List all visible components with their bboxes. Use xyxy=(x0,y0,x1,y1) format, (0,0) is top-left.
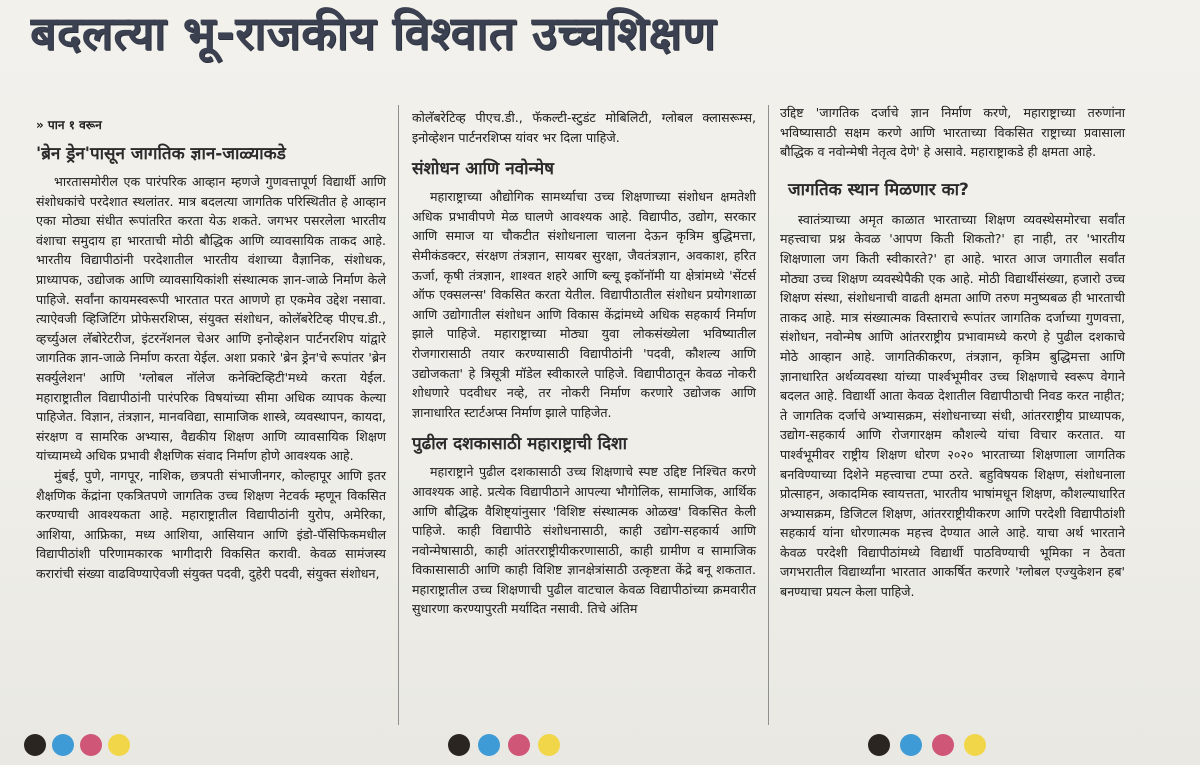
column-1 xyxy=(36,114,386,583)
column-3 xyxy=(780,103,1125,602)
column-2 xyxy=(412,108,756,619)
registration-dot-black xyxy=(448,734,470,756)
column-1-paragraph-2: मुंबई, पुणे, नागपूर, नाशिक, छत्रपती संभाजीनगर, कोल्हापूर आणि इतर शैक्षणिक केंद्रांना एकत्रितपणे जागतिक उच्च शिक्षण नेटवर्क म्हणून विकसित करण्याची आवश्यकता आहे. महाराष्ट्रातील विद्यापीठांनी युरोप, अमेरिका, आशिया, आफ्रिका, मध्य आशिया, आसियान आणि इंडो-पॅसिफिकमधील विद्यापीठांशी परिणामकारक भागीदारी विकसित करावी. केवळ सामंजस्य करारांची संख्या वाढविण्याऐवजी संयुक्त पदवी, दुहेरी पदवी, संयुक्त संशोधन, xyxy=(36,467,386,581)
registration-dots-center xyxy=(448,734,568,760)
registration-dot-magenta xyxy=(80,734,102,756)
column-2-paragraph-1: महाराष्ट्राच्या औद्योगिक सामर्थ्याचा उच्च शिक्षणाच्या संशोधन क्षमतेशी अधिक प्रभावीपणे मेळ घालणे आवश्यक आहे. विद्यापीठ, उद्योग, सरकार आणि समाज या चौकटीत संशोधनाला चालना देऊन कृत्रिम बुद्धिमत्ता, सेमीकंडक्टर, संरक्षण तंत्रज्ञान, सायबर सुरक्षा, जैवतंत्रज्ञान, अवकाश, हरित ऊर्जा, कृषी तंत्रज्ञान, शाश्वत शहरे आणि ब्ल्यू इकॉनॉमी या क्षेत्रांमध्ये 'सेंटर्स ऑफ एक्सलन्स' विकसित करता येतील. विद्यापीठातील संशोधन प्रयोगशाळा आणि उद्योगातील संशोधन आणि विकास केंद्रांमध्ये अधिक सहकार्य निर्माण झाले पाहिजे. महाराष्ट्राच्या मोठ्या युवा लोकसंख्येला भविष्यातील रोजगारासाठी तयार करण्यासाठी विद्यापीठांनी 'पदवी, कौशल्य आणि उद्योजकता' हे त्रिसूत्री मॉडेल स्वीकारले पाहिजे. विद्यापीठातून केवळ नोकरी शोधणारे पदवीधर नव्हे, तर नोकरी निर्माण करणारे उद्योजक आणि ज्ञानाधारित स्टार्टअप्स निर्माण झाले पाहिजेत. xyxy=(412,189,756,420)
continuation-note: » पान १ वरून xyxy=(36,118,102,132)
registration-dot-yellow xyxy=(964,734,986,756)
column-2-paragraph-0: कोलॅबरेटिव्ह पीएच.डी., फॅकल्टी-स्टुडंट मोबिलिटी, ग्लोबल क्लासरूम्स, इनोव्हेशन पार्टनरशिप्स यांवर भर दिला पाहिजे. xyxy=(412,110,756,145)
registration-dots-right xyxy=(868,734,988,760)
column-3-subheading: जागतिक स्थान मिळणार का? xyxy=(788,179,969,200)
column-divider-1 xyxy=(398,105,399,725)
registration-dot-black xyxy=(24,734,46,756)
registration-dot-magenta xyxy=(508,734,530,756)
column-3-paragraph-1: स्वातंत्र्याच्या अमृत काळात भारताच्या शिक्षण व्यवस्थेसमोरचा सर्वांत महत्त्वाचा प्रश्न केवळ 'आपण किती शिकतो?' हा नाही, तर 'भारतीय शिक्षणाला जग किती स्वीकारते?' हा आहे. भारत आज जगातील सर्वांत मोठ्या उच्च शिक्षण व्यवस्थेपैकी एक आहे. मोठी विद्यार्थीसंख्या, हजारो उच्च शिक्षण संस्था, संशोधनाची वाढती क्षमता आणि तरुण मनुष्यबळ ही भारताची ताकद आहे. मात्र संख्यात्मक विस्ताराचे रूपांतर जागतिक दर्जाच्या गुणवत्ता, संशोधन, नवोन्मेष आणि आंतरराष्ट्रीय प्रभावामध्ये करणे हे पुढील दशकाचे मोठे आव्हान आहे. जागतिकीकरण, तंत्रज्ञान, कृत्रिम बुद्धिमत्ता आणि ज्ञानाधारित अर्थव्यवस्था यांच्या पार्श्वभूमीवर उच्च शिक्षणाचे स्वरूप वेगाने बदलत आहे. विद्यार्थी आता केवळ देशातील विद्यापीठाची निवड करत नाहीत; ते जागतिक दर्जाचे अभ्यासक्रम, संशोधनाच्या संधी, आंतरराष्ट्रीय प्राध्यापक, उद्योग-सहकार्य आणि रोजगारक्षम कौशल्ये यांचा विचार करतात. या पार्श्वभूमीवर राष्ट्रीय शिक्षण धोरण २०२० भारताच्या शिक्षणाला जागतिक बनविण्याच्या दिशेने महत्त्वाचा टप्पा ठरते. बहुविषयक शिक्षण, संशोधनाला प्रोत्साहन, अकादमिक स्वायत्तता, भारतीय भाषांमधून शिक्षण, कौशल्याधारित अभ्यासक्रम, डिजिटल शिक्षण, आंतरराष्ट्रीयीकरण आणि परदेशी विद्यापीठांशी सहकार्य यांना धोरणात्मक महत्त्व देण्यात आले आहे. याचा अर्थ भारताने केवळ परदेशी विद्यापीठांमध्ये विद्यार्थी पाठविण्याची भूमिका न ठेवता जगभरातील विद्यार्थ्यांना भारतात आकर्षित करणारे 'ग्लोबल एज्युकेशन हब' बनण्याचा प्रयत्न केला पाहिजे. xyxy=(780,211,1125,600)
registration-dot-yellow xyxy=(538,734,560,756)
registration-dot-black xyxy=(868,734,890,756)
column-2-subheading-2: पुढील दशकासाठी महाराष्ट्राची दिशा xyxy=(412,434,628,455)
column-1-paragraph-1: भारतासमोरील एक पारंपरिक आव्हान म्हणजे गुणवत्तापूर्ण विद्यार्थी आणि संशोधकांचे परदेशात स्थलांतर. मात्र बदलत्या जागतिक परिस्थितीत हे आव्हान एका मोठ्या संधीत रूपांतरित करता येऊ शकते. जगभर पसरलेला भारतीय वंशाचा समुदाय हा भारताची मोठी बौद्धिक आणि व्यावसायिक ताकद आहे. भारतीय विद्यापीठांनी परदेशातील भारतीय वंशाच्या वैज्ञानिक, संशोधक, प्राध्यापक, उद्योजक आणि व्यावसायिकांशी संस्थात्मक ज्ञान-जाळे निर्माण केले पाहिजे. सर्वांना कायमस्वरूपी भारतात परत आणणे हा एकमेव उद्देश नसावा. त्याऐवजी व्हिजिटिंग प्रोफेसरशिप्स, संयुक्त संशोधन, कोलॅबरेटिव्ह पीएच.डी., व्हर्च्युअल लॅबोरेटरीज, इंटरनॅशनल चेअर आणि इनोव्हेशन पार्टनरशिप यांद्वारे जागतिक ज्ञान-जाळे निर्माण करता येईल. अशा प्रकारे 'ब्रेन ड्रेन'चे रूपांतर 'ब्रेन सर्क्युलेशन' आणि 'ग्लोबल नॉलेज कनेक्टिव्हिटी'मध्ये करता येईल. महाराष्ट्रातील विद्यापीठांनी पारंपरिक विषयांच्या सीमा अधिक व्यापक केल्या पाहिजेत. विज्ञान, तंत्रज्ञान, मानवविद्या, सामाजिक शास्त्रे, व्यवस्थापन, कायदा, संरक्षण व सामरिक अभ्यास, वैद्यकीय शिक्षण आणि व्यावसायिक शिक्षण यांच्यामध्ये अधिक प्रभावी शैक्षणिक संवाद निर्माण होणे आवश्यक आहे. xyxy=(36,174,386,464)
registration-dot-yellow xyxy=(108,734,130,756)
column-divider-2 xyxy=(768,105,769,725)
column-2-paragraph-2: महाराष्ट्राने पुढील दशकासाठी उच्च शिक्षणाचे स्पष्ट उद्दिष्ट निश्चित करणे आवश्यक आहे. प्रत्येक विद्यापीठाने आपल्या भौगोलिक, सामाजिक, आर्थिक आणि बौद्धिक वैशिष्ट्यांनुसार 'विशिष्ट संस्थात्मक ओळख' विकसित केली पाहिजे. काही विद्यापीठे संशोधनासाठी, काही उद्योग-सहकार्य आणि नवोन्मेषासाठी, काही आंतरराष्ट्रीयीकरणासाठी, काही ग्रामीण व सामाजिक विकासासाठी आणि काही विशिष्ट ज्ञानक्षेत्रांसाठी उत्कृष्टता केंद्रे बनू शकतात. महाराष्ट्रातील उच्च शिक्षणाची पुढील वाटचाल केवळ विद्यापीठांच्या क्रमवारीत सुधारणा करण्यापुरती मर्यादित नसावी. तिचे अंतिम xyxy=(412,464,756,617)
headline: बदलत्या भू-राजकीय विश्वात उच्चशिक्षण xyxy=(30,6,717,60)
registration-dot-cyan xyxy=(900,734,922,756)
column-2-subheading-1: संशोधन आणि नवोन्मेष xyxy=(412,159,554,180)
column-3-paragraph-0: उद्दिष्ट 'जागतिक दर्जाचे ज्ञान निर्माण करणे, महाराष्ट्राच्या तरुणांना भविष्यासाठी सक्षम करणे आणि भारताच्या विकसित राष्ट्राच्या प्रवासाला बौद्धिक व नवोन्मेषी नेतृत्व देणे' हे असावे. महाराष्ट्राकडे ही क्षमता आहे. xyxy=(780,105,1125,160)
registration-dots-left xyxy=(24,734,144,760)
registration-dot-magenta xyxy=(932,734,954,756)
registration-dot-cyan xyxy=(478,734,500,756)
registration-dot-cyan xyxy=(52,734,74,756)
column-1-subheading: 'ब्रेन ड्रेन'पासून जागतिक ज्ञान-जाळ्याकडे xyxy=(36,144,286,164)
